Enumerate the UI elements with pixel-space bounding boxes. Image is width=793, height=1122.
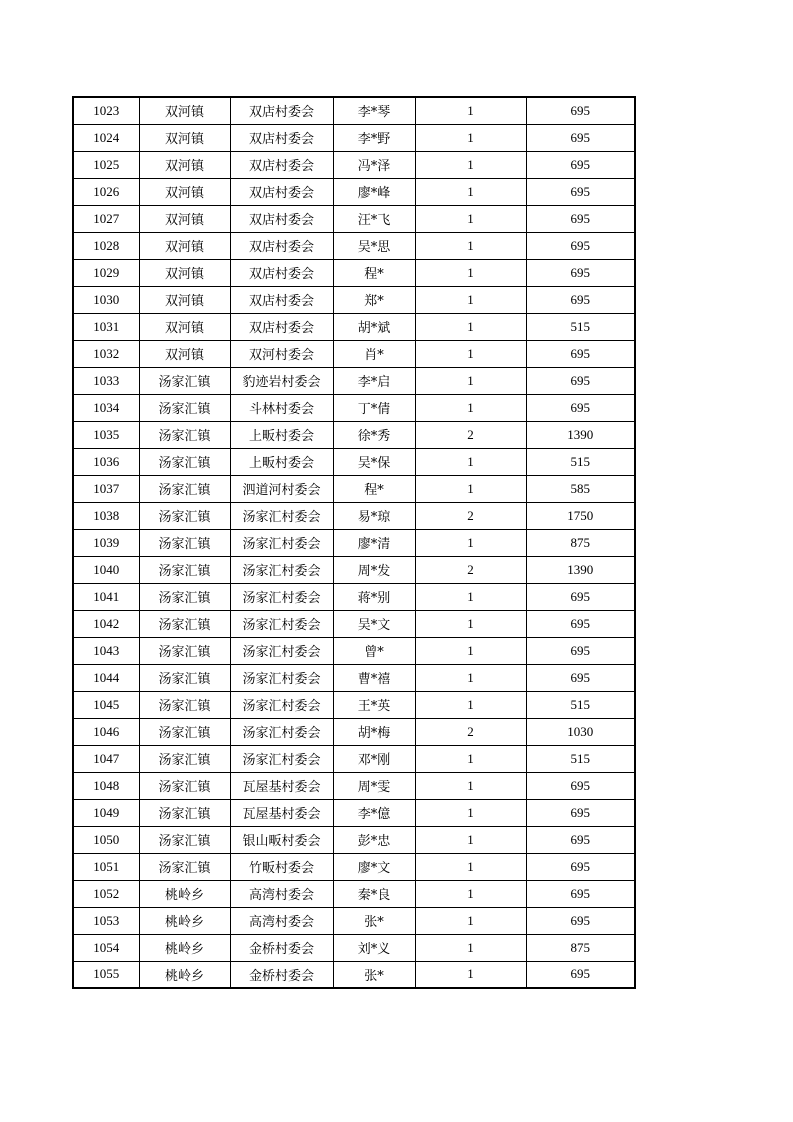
count-cell: 1 (415, 205, 526, 232)
town-cell: 汤家汇镇 (139, 799, 230, 826)
row-number-cell: 1047 (73, 745, 139, 772)
name-cell: 邓*刚 (333, 745, 415, 772)
amount-cell: 875 (526, 934, 635, 961)
town-cell: 双河镇 (139, 259, 230, 286)
table-row (73, 718, 635, 745)
name-cell: 廖*文 (333, 853, 415, 880)
row-number-cell: 1048 (73, 772, 139, 799)
village-committee-cell: 双店村委会 (230, 313, 333, 340)
town-cell: 桃岭乡 (139, 880, 230, 907)
count-cell: 1 (415, 340, 526, 367)
table-row (73, 340, 635, 367)
table-row (73, 97, 635, 124)
village-committee-cell: 高湾村委会 (230, 907, 333, 934)
row-number-cell: 1044 (73, 664, 139, 691)
count-cell: 1 (415, 367, 526, 394)
town-cell: 双河镇 (139, 340, 230, 367)
village-committee-cell: 双店村委会 (230, 124, 333, 151)
row-number-cell: 1055 (73, 961, 139, 988)
amount-cell: 1390 (526, 421, 635, 448)
row-number-cell: 1028 (73, 232, 139, 259)
amount-cell: 585 (526, 475, 635, 502)
amount-cell: 515 (526, 313, 635, 340)
town-cell: 双河镇 (139, 232, 230, 259)
amount-cell: 515 (526, 448, 635, 475)
amount-cell: 695 (526, 664, 635, 691)
amount-cell: 695 (526, 799, 635, 826)
count-cell: 1 (415, 826, 526, 853)
row-number-cell: 1029 (73, 259, 139, 286)
village-committee-cell: 上畈村委会 (230, 421, 333, 448)
amount-cell: 1390 (526, 556, 635, 583)
village-committee-cell: 汤家汇村委会 (230, 745, 333, 772)
village-committee-cell: 双店村委会 (230, 178, 333, 205)
town-cell: 桃岭乡 (139, 961, 230, 988)
village-committee-cell: 双店村委会 (230, 259, 333, 286)
row-number-cell: 1025 (73, 151, 139, 178)
count-cell: 1 (415, 259, 526, 286)
table-row (73, 502, 635, 529)
village-committee-cell: 双店村委会 (230, 151, 333, 178)
name-cell: 汪*飞 (333, 205, 415, 232)
name-cell: 胡*梅 (333, 718, 415, 745)
name-cell: 徐*秀 (333, 421, 415, 448)
name-cell: 刘*义 (333, 934, 415, 961)
count-cell: 1 (415, 907, 526, 934)
village-committee-cell: 泗道河村委会 (230, 475, 333, 502)
name-cell: 冯*泽 (333, 151, 415, 178)
row-number-cell: 1023 (73, 97, 139, 124)
count-cell: 1 (415, 934, 526, 961)
table-row (73, 880, 635, 907)
table-row (73, 259, 635, 286)
town-cell: 汤家汇镇 (139, 448, 230, 475)
count-cell: 1 (415, 637, 526, 664)
town-cell: 汤家汇镇 (139, 502, 230, 529)
count-cell: 1 (415, 961, 526, 988)
row-number-cell: 1050 (73, 826, 139, 853)
table-row (73, 745, 635, 772)
table-row (73, 205, 635, 232)
town-cell: 汤家汇镇 (139, 421, 230, 448)
name-cell: 李*启 (333, 367, 415, 394)
name-cell: 李*野 (333, 124, 415, 151)
village-committee-cell: 双店村委会 (230, 232, 333, 259)
amount-cell: 695 (526, 826, 635, 853)
row-number-cell: 1046 (73, 718, 139, 745)
name-cell: 程* (333, 475, 415, 502)
row-number-cell: 1027 (73, 205, 139, 232)
row-number-cell: 1045 (73, 691, 139, 718)
row-number-cell: 1030 (73, 286, 139, 313)
row-number-cell: 1041 (73, 583, 139, 610)
town-cell: 双河镇 (139, 124, 230, 151)
name-cell: 廖*峰 (333, 178, 415, 205)
village-committee-cell: 汤家汇村委会 (230, 556, 333, 583)
count-cell: 1 (415, 151, 526, 178)
count-cell: 1 (415, 745, 526, 772)
table-row (73, 124, 635, 151)
row-number-cell: 1053 (73, 907, 139, 934)
row-number-cell: 1037 (73, 475, 139, 502)
count-cell: 2 (415, 718, 526, 745)
amount-cell: 1750 (526, 502, 635, 529)
village-committee-cell: 瓦屋基村委会 (230, 772, 333, 799)
name-cell: 李*億 (333, 799, 415, 826)
table-row (73, 934, 635, 961)
name-cell: 王*英 (333, 691, 415, 718)
town-cell: 汤家汇镇 (139, 367, 230, 394)
count-cell: 1 (415, 313, 526, 340)
village-committee-cell: 金桥村委会 (230, 934, 333, 961)
village-committee-cell: 上畈村委会 (230, 448, 333, 475)
table-row (73, 313, 635, 340)
town-cell: 汤家汇镇 (139, 745, 230, 772)
table-row (73, 394, 635, 421)
village-committee-cell: 汤家汇村委会 (230, 718, 333, 745)
village-committee-cell: 金桥村委会 (230, 961, 333, 988)
village-committee-cell: 汤家汇村委会 (230, 583, 333, 610)
village-committee-cell: 豹迹岩村委会 (230, 367, 333, 394)
count-cell: 1 (415, 286, 526, 313)
table-row (73, 583, 635, 610)
table-row (73, 421, 635, 448)
amount-cell: 695 (526, 853, 635, 880)
count-cell: 1 (415, 178, 526, 205)
row-number-cell: 1034 (73, 394, 139, 421)
count-cell: 1 (415, 664, 526, 691)
row-number-cell: 1035 (73, 421, 139, 448)
town-cell: 汤家汇镇 (139, 853, 230, 880)
name-cell: 彭*忠 (333, 826, 415, 853)
village-committee-cell: 汤家汇村委会 (230, 529, 333, 556)
row-number-cell: 1039 (73, 529, 139, 556)
table-row (73, 826, 635, 853)
row-number-cell: 1036 (73, 448, 139, 475)
row-number-cell: 1033 (73, 367, 139, 394)
table-row (73, 691, 635, 718)
name-cell: 胡*斌 (333, 313, 415, 340)
name-cell: 曹*禧 (333, 664, 415, 691)
count-cell: 1 (415, 124, 526, 151)
town-cell: 双河镇 (139, 313, 230, 340)
row-number-cell: 1024 (73, 124, 139, 151)
amount-cell: 695 (526, 259, 635, 286)
row-number-cell: 1038 (73, 502, 139, 529)
amount-cell: 695 (526, 340, 635, 367)
count-cell: 1 (415, 691, 526, 718)
table-row (73, 232, 635, 259)
village-committee-cell: 双店村委会 (230, 286, 333, 313)
town-cell: 汤家汇镇 (139, 529, 230, 556)
village-committee-cell: 高湾村委会 (230, 880, 333, 907)
town-cell: 双河镇 (139, 97, 230, 124)
town-cell: 汤家汇镇 (139, 556, 230, 583)
village-committee-cell: 汤家汇村委会 (230, 502, 333, 529)
village-committee-cell: 双河村委会 (230, 340, 333, 367)
amount-cell: 695 (526, 124, 635, 151)
count-cell: 2 (415, 556, 526, 583)
name-cell: 吴*思 (333, 232, 415, 259)
row-number-cell: 1042 (73, 610, 139, 637)
name-cell: 易*琼 (333, 502, 415, 529)
table-row (73, 772, 635, 799)
row-number-cell: 1032 (73, 340, 139, 367)
name-cell: 程* (333, 259, 415, 286)
table-row (73, 853, 635, 880)
count-cell: 1 (415, 799, 526, 826)
town-cell: 汤家汇镇 (139, 475, 230, 502)
row-number-cell: 1043 (73, 637, 139, 664)
amount-cell: 695 (526, 772, 635, 799)
village-committee-cell: 斗林村委会 (230, 394, 333, 421)
table-row (73, 151, 635, 178)
village-committee-cell: 双店村委会 (230, 97, 333, 124)
row-number-cell: 1052 (73, 880, 139, 907)
village-committee-cell: 汤家汇村委会 (230, 691, 333, 718)
name-cell: 蒋*别 (333, 583, 415, 610)
amount-cell: 695 (526, 583, 635, 610)
table-row (73, 799, 635, 826)
table-row (73, 475, 635, 502)
count-cell: 1 (415, 97, 526, 124)
amount-cell: 875 (526, 529, 635, 556)
amount-cell: 695 (526, 205, 635, 232)
name-cell: 周*发 (333, 556, 415, 583)
amount-cell: 695 (526, 637, 635, 664)
table-row (73, 178, 635, 205)
village-committee-cell: 双店村委会 (230, 205, 333, 232)
table-row (73, 637, 635, 664)
amount-cell: 695 (526, 961, 635, 988)
row-number-cell: 1026 (73, 178, 139, 205)
name-cell: 吴*保 (333, 448, 415, 475)
name-cell: 周*雯 (333, 772, 415, 799)
name-cell: 吴*文 (333, 610, 415, 637)
count-cell: 1 (415, 853, 526, 880)
amount-cell: 695 (526, 880, 635, 907)
town-cell: 汤家汇镇 (139, 394, 230, 421)
town-cell: 汤家汇镇 (139, 691, 230, 718)
name-cell: 肖* (333, 340, 415, 367)
amount-cell: 695 (526, 610, 635, 637)
town-cell: 汤家汇镇 (139, 610, 230, 637)
count-cell: 1 (415, 772, 526, 799)
amount-cell: 1030 (526, 718, 635, 745)
village-committee-cell: 汤家汇村委会 (230, 664, 333, 691)
name-cell: 张* (333, 961, 415, 988)
village-committee-cell: 汤家汇村委会 (230, 637, 333, 664)
count-cell: 1 (415, 880, 526, 907)
name-cell: 郑* (333, 286, 415, 313)
table-row (73, 448, 635, 475)
town-cell: 汤家汇镇 (139, 826, 230, 853)
data-table (72, 96, 636, 989)
town-cell: 双河镇 (139, 286, 230, 313)
town-cell: 双河镇 (139, 178, 230, 205)
table-row (73, 556, 635, 583)
town-cell: 汤家汇镇 (139, 664, 230, 691)
count-cell: 1 (415, 232, 526, 259)
amount-cell: 695 (526, 178, 635, 205)
name-cell: 丁*倩 (333, 394, 415, 421)
row-number-cell: 1040 (73, 556, 139, 583)
amount-cell: 695 (526, 151, 635, 178)
table-row (73, 529, 635, 556)
name-cell: 廖*清 (333, 529, 415, 556)
table-body (73, 97, 635, 988)
name-cell: 曾* (333, 637, 415, 664)
table-row (73, 286, 635, 313)
count-cell: 1 (415, 529, 526, 556)
amount-cell: 695 (526, 367, 635, 394)
table-row (73, 961, 635, 988)
count-cell: 2 (415, 502, 526, 529)
amount-cell: 515 (526, 745, 635, 772)
amount-cell: 695 (526, 394, 635, 421)
count-cell: 1 (415, 475, 526, 502)
table-row (73, 907, 635, 934)
amount-cell: 695 (526, 907, 635, 934)
town-cell: 双河镇 (139, 205, 230, 232)
village-committee-cell: 竹畈村委会 (230, 853, 333, 880)
row-number-cell: 1051 (73, 853, 139, 880)
town-cell: 汤家汇镇 (139, 718, 230, 745)
count-cell: 1 (415, 583, 526, 610)
row-number-cell: 1049 (73, 799, 139, 826)
town-cell: 汤家汇镇 (139, 637, 230, 664)
count-cell: 1 (415, 610, 526, 637)
town-cell: 桃岭乡 (139, 934, 230, 961)
village-committee-cell: 瓦屋基村委会 (230, 799, 333, 826)
amount-cell: 515 (526, 691, 635, 718)
village-committee-cell: 银山畈村委会 (230, 826, 333, 853)
village-committee-cell: 汤家汇村委会 (230, 610, 333, 637)
amount-cell: 695 (526, 286, 635, 313)
row-number-cell: 1054 (73, 934, 139, 961)
amount-cell: 695 (526, 232, 635, 259)
name-cell: 秦*良 (333, 880, 415, 907)
name-cell: 张* (333, 907, 415, 934)
count-cell: 1 (415, 394, 526, 421)
count-cell: 1 (415, 448, 526, 475)
name-cell: 李*琴 (333, 97, 415, 124)
table-row (73, 664, 635, 691)
town-cell: 双河镇 (139, 151, 230, 178)
amount-cell: 695 (526, 97, 635, 124)
town-cell: 汤家汇镇 (139, 772, 230, 799)
table-row (73, 610, 635, 637)
town-cell: 汤家汇镇 (139, 583, 230, 610)
town-cell: 桃岭乡 (139, 907, 230, 934)
count-cell: 2 (415, 421, 526, 448)
table-row (73, 367, 635, 394)
row-number-cell: 1031 (73, 313, 139, 340)
